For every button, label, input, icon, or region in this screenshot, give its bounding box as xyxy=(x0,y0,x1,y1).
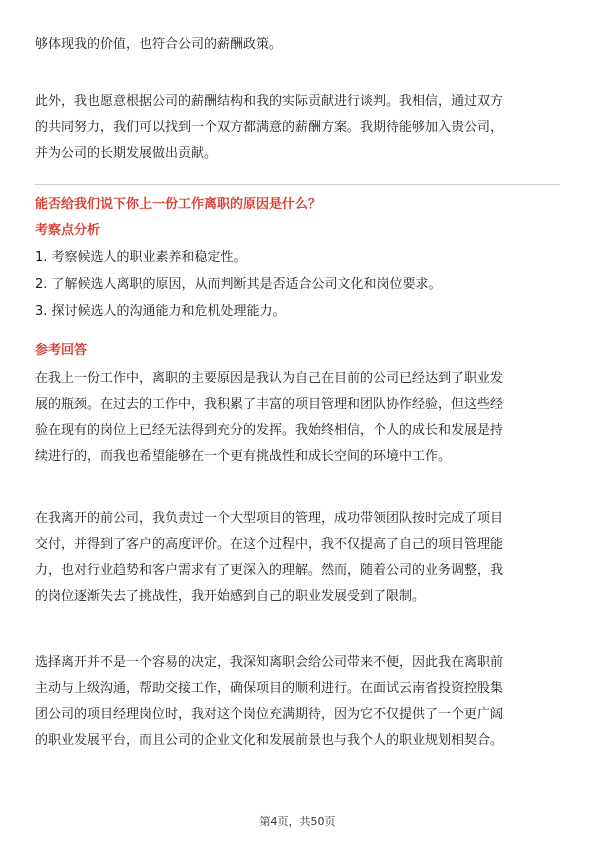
text-line: 选择离开并不是一个容易的决定，我深知离职会给公司带来不便，因此我在离职前 xyxy=(35,655,504,670)
text-line: 的职业发展平台，而且公司的企业文化和发展前景也与我个人的职业规划相契合。 xyxy=(35,733,504,748)
section-divider xyxy=(35,184,560,185)
analysis-label: 考察点分析 xyxy=(35,223,101,238)
text-line: 的共同努力，我们可以找到一个双方都满意的薪酬方案。我期待能够加入贵公司， xyxy=(35,120,504,135)
text-line: 团公司的项目经理岗位时，我对这个岗位充满期待，因为它不仅提供了一个更广阔 xyxy=(35,707,504,722)
text-line: 续进行的，而我也希望能够在一个更有挑战性和成长空间的环境中工作。 xyxy=(35,449,452,464)
text-line: 的岗位逐渐失去了挑战性，我开始感到自己的职业发展受到了限制。 xyxy=(35,589,426,604)
intro-paragraph-2 xyxy=(35,89,560,167)
text-line: 在我离开的前公司，我负责过一个大型项目的管理，成功带领团队按时完成了项目 xyxy=(35,511,504,526)
question-heading: 能否给我们说下你上一份工作离职的原因是什么？ xyxy=(35,197,322,212)
list-item: 3. 探讨候选人的沟通能力和危机处理能力。 xyxy=(35,304,286,319)
list-item: 2. 了解候选人离职的原因，从而判断其是否适合公司文化和岗位要求。 xyxy=(35,277,442,292)
text-line: 力，也对行业趋势和客户需求有了更深入的理解。然而，随着公司的业务调整，我 xyxy=(35,563,504,578)
text-line: 此外，我也愿意根据公司的薪酬结构和我的实际贡献进行谈判。我相信，通过双方 xyxy=(35,94,504,109)
intro-paragraph-1 xyxy=(35,32,560,58)
text-line: 并为公司的长期发展做出贡献。 xyxy=(35,146,218,161)
answer-paragraph-2 xyxy=(35,506,560,610)
answer-paragraph-1 xyxy=(35,366,560,470)
answer-paragraph-3 xyxy=(35,650,560,754)
text-line: 主动与上级沟通，帮助交接工作，确保项目的顺利进行。在面试云南省投资控股集 xyxy=(35,681,504,696)
page-number: 第4页，共50页 xyxy=(259,815,336,828)
text-line: 在我上一份工作中，离职的主要原因是我认为自己在目前的公司已经达到了职业发 xyxy=(35,371,504,386)
text-line: 交付，并得到了客户的高度评价。在这个过程中，我不仅提高了自己的项目管理能 xyxy=(35,537,504,552)
text-line: 展的瓶颈。在过去的工作中，我积累了丰富的项目管理和团队协作经验，但这些经 xyxy=(35,397,504,412)
text-line: 验在现有的岗位上已经无法得到充分的发挥。我始终相信，个人的成长和发展是持 xyxy=(35,423,504,438)
document-page xyxy=(35,0,560,842)
text-line: 够体现我的价值，也符合公司的薪酬政策。 xyxy=(35,37,283,52)
answer-label: 参考回答 xyxy=(35,343,88,358)
analysis-list xyxy=(35,245,560,326)
list-item: 1. 考察候选人的职业素养和稳定性。 xyxy=(35,250,247,265)
